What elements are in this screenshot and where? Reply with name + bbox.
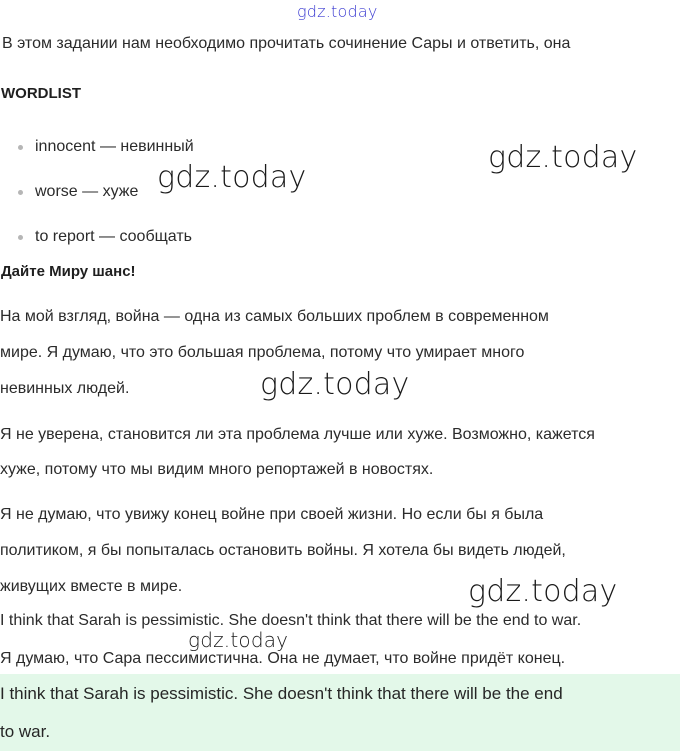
watermark: gdz.today [260, 367, 410, 402]
watermark: gdz.today [488, 140, 638, 175]
highlight-line: to war. [0, 722, 51, 741]
list-item: to report — сообщать [35, 228, 192, 245]
paragraph-line: невинных людей. [0, 380, 130, 397]
list-item: worse — хуже [35, 183, 139, 200]
paragraph-line: Я не думаю, что увижу конец войне при своей жизни. Но если бы я была [0, 506, 544, 523]
paragraph-line: живущих вместе в мире. [0, 578, 183, 595]
paragraph-line: мире. Я думаю, что это большая проблема, потому что умирает много [0, 344, 525, 361]
bullet-icon [18, 235, 23, 240]
paragraph-line: политиком, я бы попыталась остановить войны. Я хотела бы видеть людей, [0, 542, 566, 559]
highlight-line: I think that Sarah is pessimistic. She doesn't think that there will be the end [0, 684, 563, 703]
wordlist-heading: WORDLIST [1, 85, 81, 102]
answer-english: I think that Sarah is pessimistic. She doesn't think that there will be the end to war. [0, 612, 582, 629]
paragraph-line: хуже, потому что мы видим много репортажей в новостях. [0, 461, 434, 478]
watermark: gdz.today [157, 160, 307, 195]
bullet-icon [18, 190, 23, 195]
highlighted-answer [0, 674, 680, 751]
paragraph-line: На мой взгляд, война — одна из самых больших проблем в современном [0, 308, 549, 325]
intro-text: В этом задании нам необходимо прочитать сочинение Сары и ответить, она [2, 35, 571, 52]
answer-russian: Я думаю, что Сара пессимистична. Она не думает, что войне придёт конец. [0, 650, 566, 667]
bullet-icon [18, 145, 23, 150]
list-item: innocent — невинный [35, 138, 194, 155]
essay-title: Дайте Миру шанс! [1, 263, 136, 280]
watermark-top: gdz.today [297, 2, 378, 21]
watermark: gdz.today [188, 628, 289, 652]
watermark: gdz.today [468, 574, 618, 609]
paragraph-line: Я не уверена, становится ли эта проблема лучше или хуже. Возможно, кажется [0, 426, 595, 443]
